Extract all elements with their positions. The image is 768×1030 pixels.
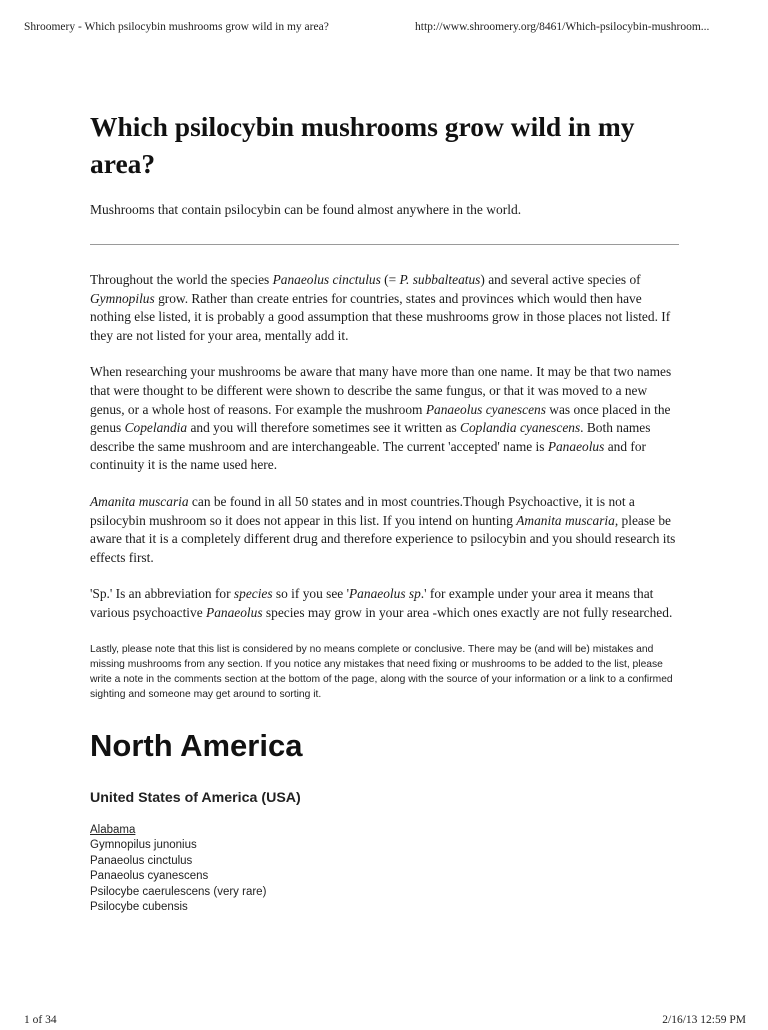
state-link-alabama[interactable]: Alabama (90, 823, 136, 836)
article (90, 108, 680, 916)
print-footer (24, 1014, 746, 1030)
list-item: Psilocybe cubensis (90, 901, 188, 913)
country-heading: United States of America (USA) (90, 789, 301, 806)
print-footer-date: 2/16/13 12:59 PM (662, 1014, 746, 1026)
print-header-page-title: Shroomery - Which psilocybin mushrooms grow wild in my area? (24, 21, 329, 33)
list-item: Panaeolus cyanescens (90, 870, 209, 882)
list-item: Panaeolus cinctulus (90, 854, 193, 867)
list-item: Gymnopilus junonius (90, 839, 197, 851)
divider (90, 244, 679, 245)
print-footer-page-number: 1 of 34 (24, 1014, 57, 1026)
page-title: Which psilocybin mushrooms grow wild in my area? (90, 111, 635, 179)
paragraph-amanita: Amanita muscaria can be found in all 50 states and in most countries.Though Psychoactive, it is not a psilocybin mushroom so it does not appear in this list. If you intend on hunting Amanita muscaria, please be aware that it is a completely different drug and therefore experience to psilocybin and you should research its effects first. (90, 493, 676, 565)
paragraph-sp-abbreviation: 'Sp.' Is an abbreviation for species so if you see 'Panaeolus sp.' for example under your area it means that various psychoactive Panaeolus species may grow in your area -which ones exactly are not fully researched. (90, 586, 673, 620)
list-item: Psilocybe caerulescens (very rare) (90, 885, 267, 898)
page-subtitle: Mushrooms that contain psilocybin can be found almost anywhere in the world. (90, 202, 522, 217)
disclaimer-note: Lastly, please note that this list is considered by no means complete or conclusive. There may be (and will be) mistakes and missing mushrooms from any section. If you notice any mistakes that need fixing or mushrooms to be added to the list, please write a note in the comments section at the bottom of the page, along with the source of your information or a link to a confirmed sighting and someone may get around to sorting it. (90, 643, 673, 700)
print-header (24, 21, 746, 37)
paragraph-naming: When researching your mushrooms be aware that many have more than one name. It may be that two names that were thought to be different were shown to describe the same fungus, or that it was moved to a new genus, or a whole host of reasons. For example the mushroom Panaeolus cyanescens was once placed in the genus Copelandia and you will therefore sometimes see it written as Coplandia cyanescens. Both names describe the same mushroom and are interchangeable. The current 'accepted' name is Panaeolus and for continuity it is the name used here. (90, 364, 672, 473)
state-section-alabama (90, 823, 680, 916)
paragraph-species-worldwide: Throughout the world the species Panaeolus cinctulus (= P. subbalteatus) and several active species of Gymnopilus grow. Rather than create entries for countries, states and provinces which would then have nothing else listed, it is probably a good assumption that these mushrooms grow in those places not listed. If they are not listed for your area, mentally add it. (90, 272, 671, 343)
print-header-url: http://www.shroomery.org/8461/Which-psilocybin-mushroom... (415, 21, 710, 33)
region-heading: North America (90, 727, 303, 763)
